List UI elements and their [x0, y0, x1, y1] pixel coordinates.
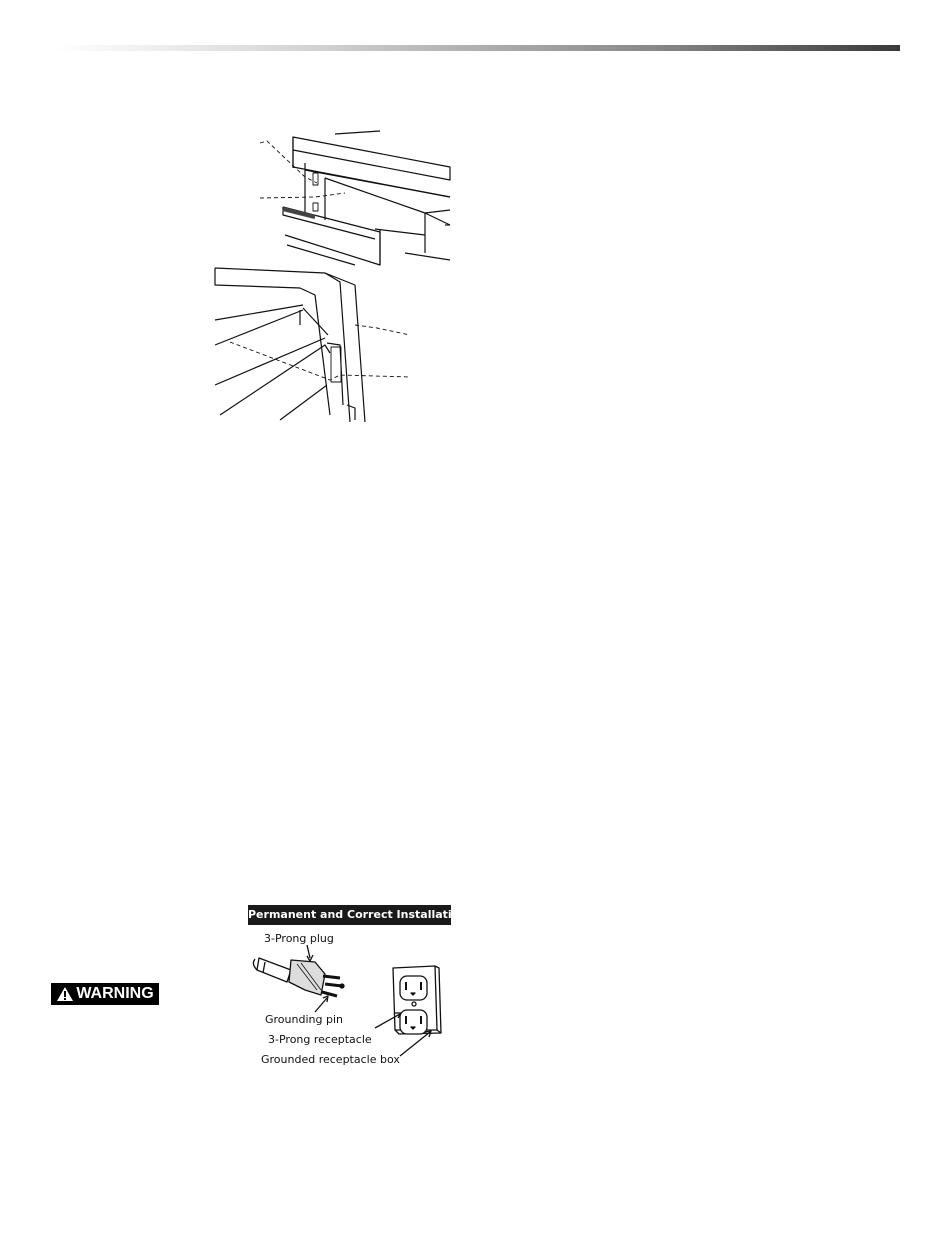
receptacle-label: 3-Prong receptacle	[268, 1033, 372, 1046]
plug-diagram-caption: Permanent and Correct Installation	[248, 905, 451, 925]
receptacle-box-label: Grounded receptacle box	[261, 1053, 400, 1066]
warning-badge	[51, 983, 159, 1005]
drawer-diagram-svg	[205, 125, 460, 425]
plug-label: 3-Prong plug	[264, 932, 334, 945]
header-rule	[55, 45, 900, 51]
warning-triangle-icon	[56, 986, 74, 1002]
grounding-pin-label: Grounding pin	[265, 1013, 343, 1026]
warning-label: WARNING	[76, 985, 154, 1002]
grounding-plug-diagram	[245, 900, 468, 1070]
drawer-installation-diagram	[205, 125, 460, 425]
